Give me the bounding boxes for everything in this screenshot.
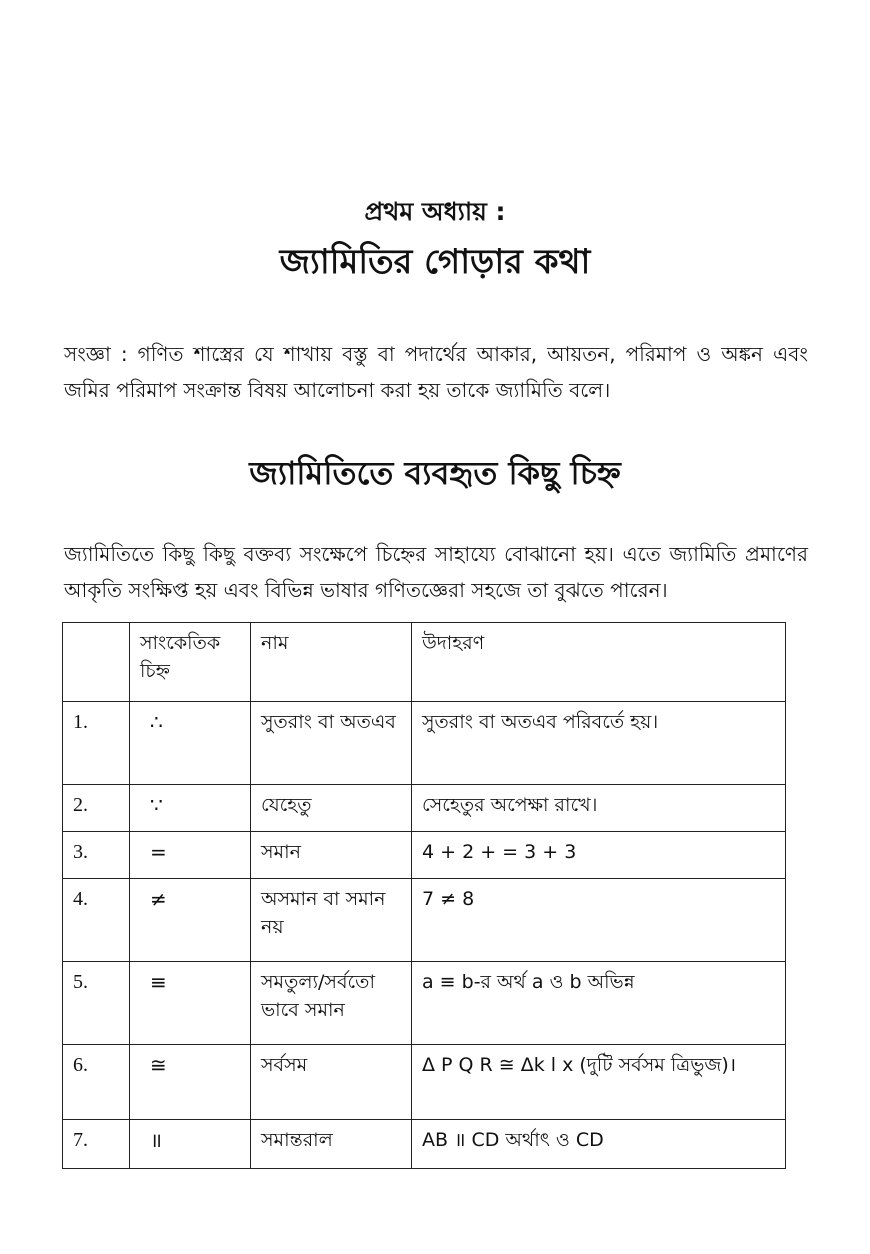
header-name: নাম <box>251 623 412 702</box>
row-example: সুতরাং বা অতএব পরিবর্তে হয়। <box>412 702 786 785</box>
row-number: 7. <box>63 1120 130 1169</box>
row-name: অসমান বা সমান নয় <box>251 879 412 962</box>
row-example: 4 + 2 + = 3 + 3 <box>412 832 786 879</box>
row-name: সর্বসম <box>251 1045 412 1120</box>
row-symbol: ≠ <box>130 879 251 962</box>
row-name: সমান্তরাল <box>251 1120 412 1169</box>
row-number: 3. <box>63 832 130 879</box>
row-number: 5. <box>63 962 130 1045</box>
table-header-row <box>63 623 786 702</box>
table-row <box>63 879 786 962</box>
row-name: সুতরাং বা অতএব <box>251 702 412 785</box>
row-symbol: = <box>130 832 251 879</box>
row-symbol: ∴ <box>130 702 251 785</box>
row-number: 1. <box>63 702 130 785</box>
row-symbol: ≡ <box>130 962 251 1045</box>
row-example: AB ॥ CD অর্থাৎ ও CD <box>412 1120 786 1169</box>
row-example: Δ P Q R ≅ Δk l x (দুটি সর্বসম ত্রিভুজ)। <box>412 1045 786 1120</box>
table-row <box>63 962 786 1045</box>
table-row <box>63 785 786 832</box>
section-title: জ্যামিতিতে ব্যবহৃত কিছু চিহ্ন <box>249 454 621 492</box>
row-number: 4. <box>63 879 130 962</box>
chapter-title: জ্যামিতির গোড়ার কথা <box>279 242 591 282</box>
row-name: সমতুল্য/সর্বতো ভাবে সমান <box>251 962 412 1045</box>
table-row <box>63 1045 786 1120</box>
table-row <box>63 702 786 785</box>
row-example: a ≡ b-র অর্থ a ও b অভিন্ন <box>412 962 786 1045</box>
row-symbol: ∵ <box>130 785 251 832</box>
header-example: উদাহরণ <box>412 623 786 702</box>
header-number <box>63 623 130 702</box>
symbols-table <box>62 622 786 1169</box>
row-symbol: ॥ <box>130 1120 251 1169</box>
table-row <box>63 832 786 879</box>
definition-paragraph: সংজ্ঞা : গণিত শাস্ত্রের যে শাখায় বস্তু বা পদার্থের আকার, আয়তন, পরিমাপ ও অঙ্কন এবং জমির পরিমাপ সংক্রান্ত বিষয় আলোচনা করা হয় তাকে জ্যামিতি বলে। <box>64 342 808 402</box>
row-example: 7 ≠ 8 <box>412 879 786 962</box>
chapter-label: প্রথম অধ্যায় : <box>364 197 506 226</box>
row-name: সমান <box>251 832 412 879</box>
row-example: সেহেতুর অপেক্ষা রাখে। <box>412 785 786 832</box>
header-symbol: সাংকেতিক চিহ্ন <box>130 623 251 702</box>
table-row <box>63 1120 786 1169</box>
row-name: যেহেতু <box>251 785 412 832</box>
row-number: 2. <box>63 785 130 832</box>
section-intro-paragraph: জ্যামিতিতে কিছু কিছু বক্তব্য সংক্ষেপে চিহ্নের সাহায্যে বোঝানো হয়। এতে জ্যামিতি প্রমাণের আকৃতি সংক্ষিপ্ত হয় এবং বিভিন্ন ভাষার গণিতজ্ঞেরা সহজে তা বুঝতে পারেন। <box>64 542 808 602</box>
row-number: 6. <box>63 1045 130 1120</box>
row-symbol: ≅ <box>130 1045 251 1120</box>
